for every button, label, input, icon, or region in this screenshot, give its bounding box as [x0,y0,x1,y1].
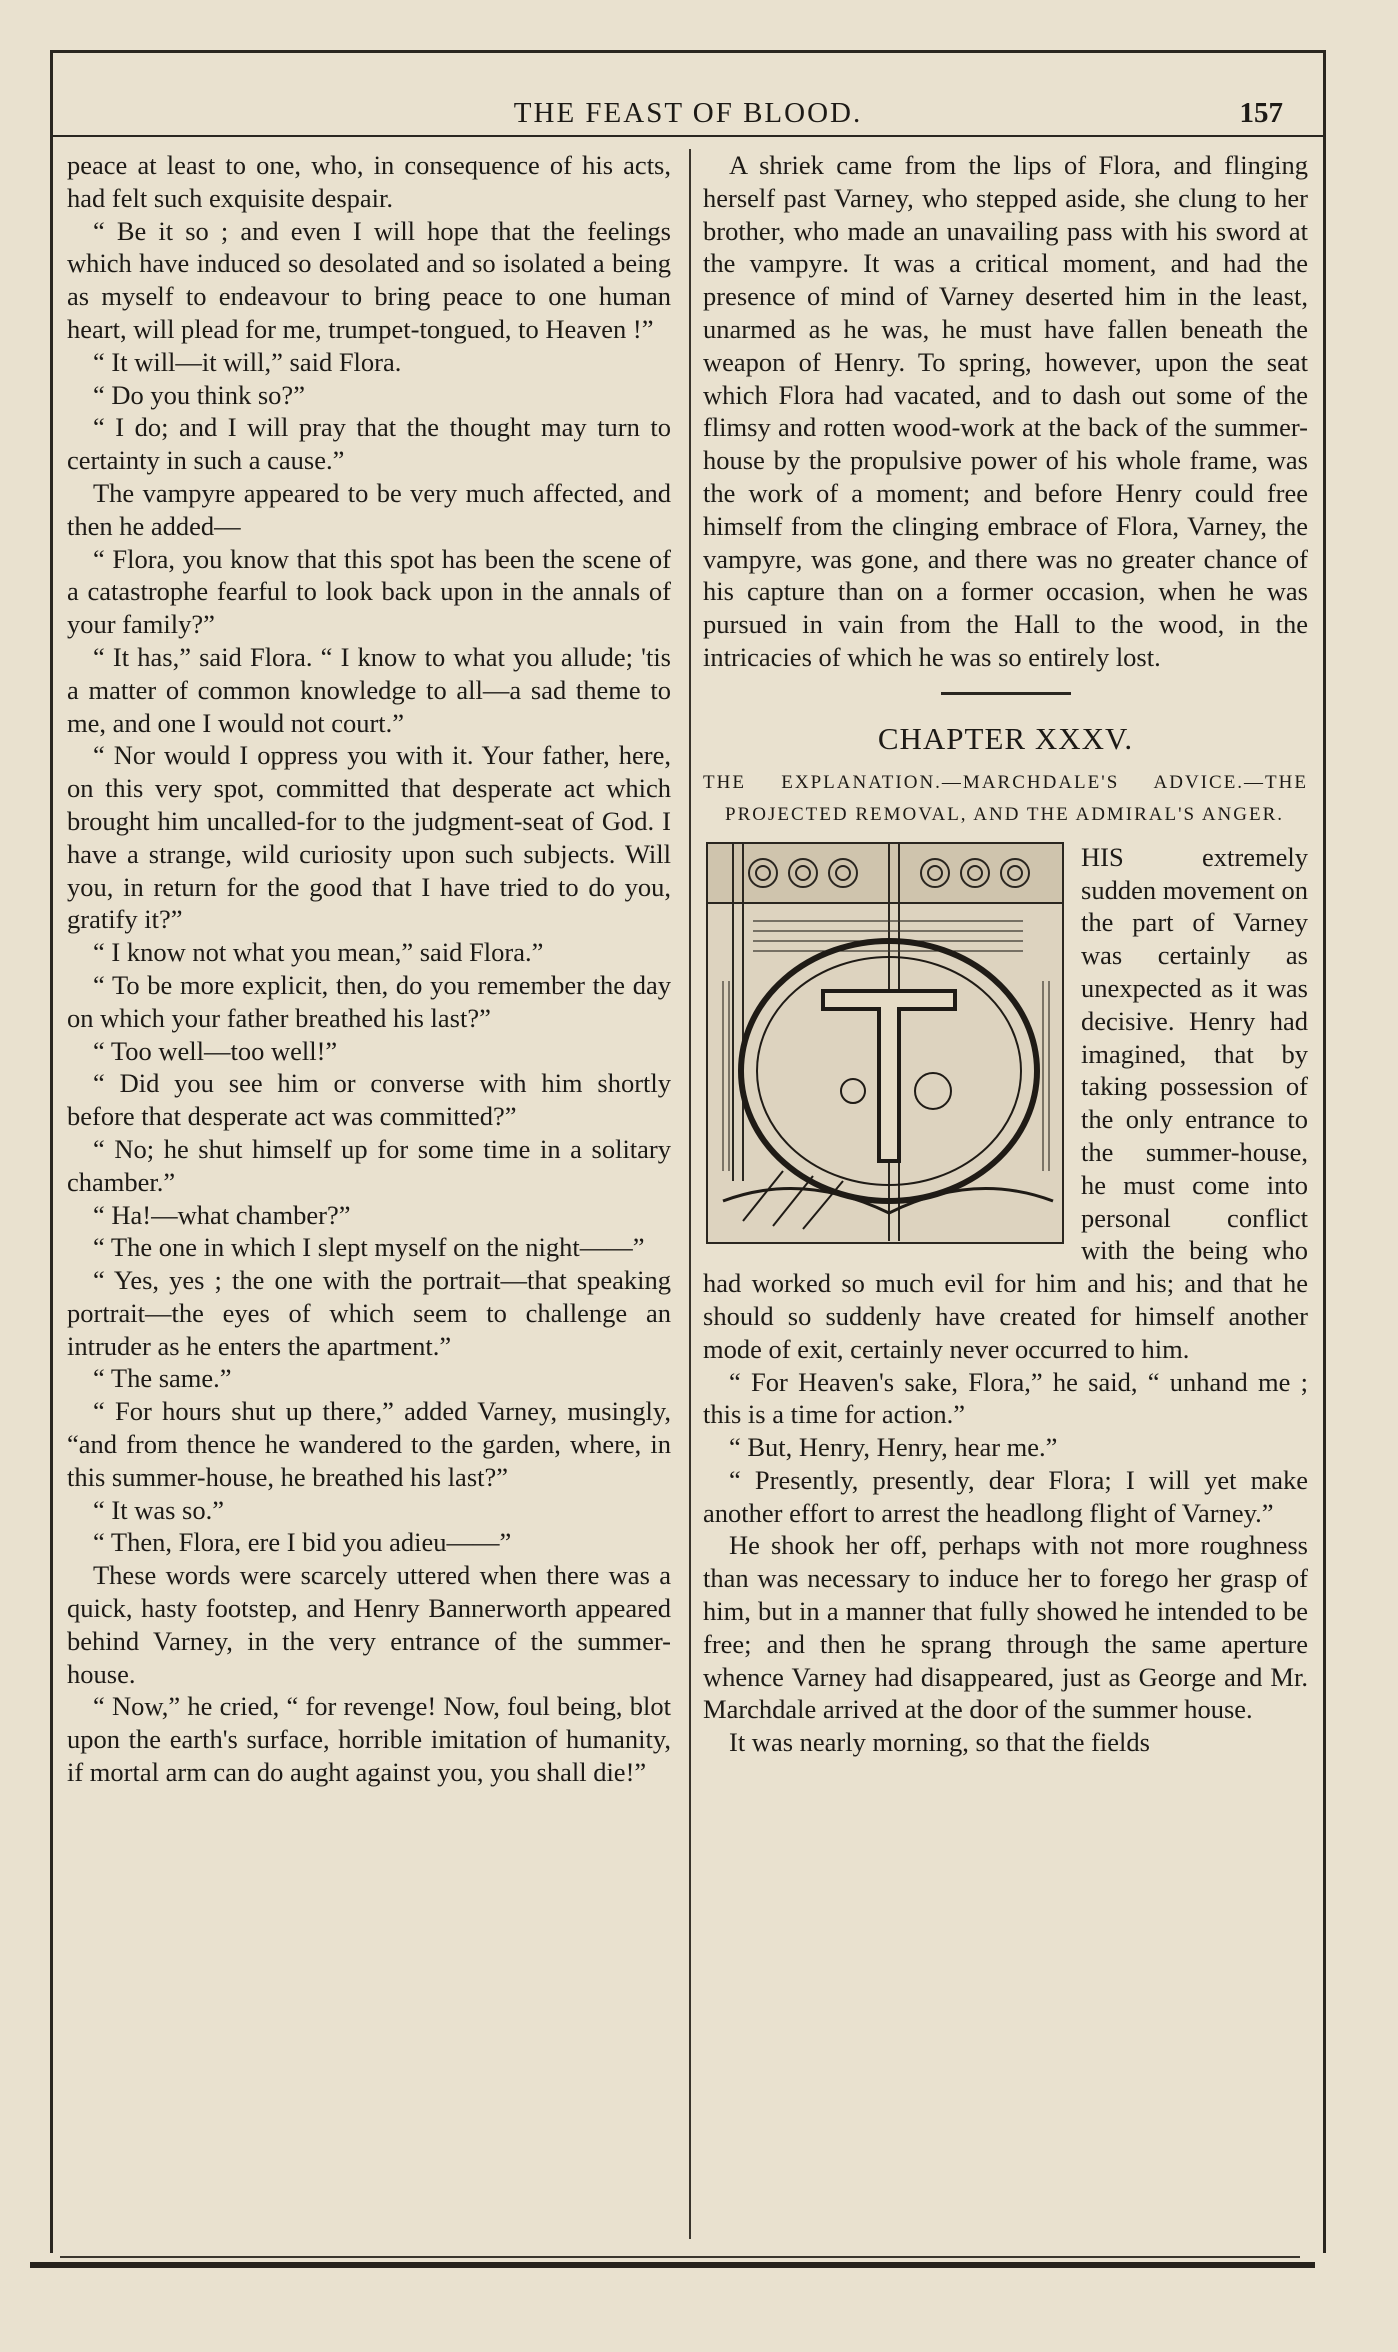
decorated-initial-icon [703,841,1071,1249]
right-column [703,149,1308,1759]
chapter-heading: CHAPTER XXXV. [877,720,1134,756]
paragraph: He shook her off, perhaps with not more roughness than was necessary to induce her to forego her grasp of him, but in a manner that fully showed he intended to be free; and then he sprang through the same aperture whence Varney had disappeared, just as George and Mr. Marchdale arrived at the door of the summer house. [703,1530,1308,1725]
paragraph: “ Then, Flora, ere I bid you adieu——” [93,1527,512,1558]
paragraph: “ Flora, you know that this spot has been the scene of a catastrophe fearful to look back upon in the annals of your family?” [67,543,671,640]
page-title: THE FEAST OF BLOOD. [513,97,863,129]
paragraph: “ Be it so ; and even I will hope that the feelings which have induced so desolated and so isolated a being as myself to endeavour to bring peace to one human heart, will plead for me, trumpet-tongued, to Heaven !” [67,215,671,344]
paragraph: “ It has,” said Flora. “ I know to what you allude; 'tis a matter of common knowledge to all—a sad theme to me, and one I would not court.” [67,641,671,738]
column-divider [689,149,691,2239]
paragraph: peace at least to one, who, in consequence of his acts, had felt such exquisite despair. [67,150,671,213]
paragraph: “ To be more explicit, then, do you remember the day on which your father breathed his last?” [67,969,671,1033]
paragraph: A shriek came from the lips of Flora, and flinging herself past Varney, who stepped aside, she clung to her brother, who made an unavailing pass with his sword at the vampyre. It was a critical moment, and had the presence of mind of Varney deserted him in the least, unarmed as he was, he must have fallen beneath the weapon of Henry. To spring, however, upon the seat which Flora had vacated, and to dash out some of the flimsy and rotten wood-work at the back of the summer-house by the propulsive power of his whole frame, was the work of a moment; and before Henry could free himself from the clinging embrace of Flora, Varney, the vampyre, was gone, and there was no greater chance of his capture than on a former occasion, when he was pursued in vain from the Hall to the wood, in the intricacies of which he was so entirely lost. [703,150,1308,672]
paragraph: “ Now,” he cried, “ for revenge! Now, foul being, blot upon the earth's surface, horrible imitation of humanity, if mortal arm can do aught against you, you shall die!” [67,1691,671,1788]
paragraph: “ For hours shut up there,” added Varney, musingly, “and from thence he wandered to the garden, where, in this summer-house, he breathed his last?” [67,1396,671,1492]
paragraph: “ But, Henry, Henry, hear me.” [729,1432,1058,1463]
paragraph: “ Yes, yes ; the one with the portrait—that speaking portrait—the eyes of which seem to challenge an intruder as he enters the apartment.” [67,1265,671,1361]
paragraph: “ Did you see him or converse with him shortly before that desperate act was committed?” [67,1068,671,1132]
paragraph: It was nearly morning, so that the fields [729,1727,1150,1758]
paragraph: The vampyre appeared to be very much affected, and then he added— [67,477,671,541]
paragraph: These words were scarcely uttered when there was a quick, hasty footstep, and Henry Bannerworth appeared behind Varney, in the very entrance of the summer-house. [67,1560,671,1689]
decorated-initial [703,841,1071,1249]
paragraph: “ The same.” [93,1363,232,1394]
paragraph: “ It was so.” [93,1494,224,1525]
paragraph: “ Presently, presently, dear Flora; I will yet make another effort to arrest the headlong flight of Varney.” [703,1464,1308,1528]
paragraph: “ No; he shut himself up for some time in a solitary chamber.” [67,1133,671,1197]
paragraph: HIS extremely sudden movement on the part of Varney was certainly as unexpected as it was decisive. Henry had imagined, that by taking possession of the only entrance to the summer-house, he must come into personal conflict with the being who had worked so much evil for him and his; and that he should so suddenly have created for himself another mode of exit, certainly never occurred to him. [703,841,1308,1364]
left-column [67,149,671,1789]
paragraph: “ Ha!—what chamber?” [93,1199,351,1230]
book-page [50,50,1326,2253]
page-number: 157 [1239,97,1283,129]
paragraph: “ It will—it will,” said Flora. [93,346,402,377]
paragraph: “ For Heaven's sake, Flora,” he said, “ unhand me ; this is a time for action.” [703,1366,1308,1430]
paragraph: “ I know not what you mean,” said Flora.” [93,937,544,968]
paragraph: “ Do you think so?” [93,379,305,410]
paragraph: “ Too well—too well!” [93,1035,338,1066]
frame-rule [60,2256,1300,2258]
paragraph: “ I do; and I will pray that the thought may turn to certainty in such a cause.” [67,412,671,476]
paragraph: “ The one in which I slept myself on the night——” [93,1232,645,1263]
section-rule [941,692,1071,695]
frame-rule [30,2262,1315,2268]
chapter-subtitle: THE EXPLANATION.—MARCHDALE'S ADVICE.—THE PROJECTED REMOVAL, AND THE ADMIRAL'S ANGER. [703,771,1308,825]
running-head [53,89,1323,137]
paragraph: “ Nor would I oppress you with it. Your father, here, on this very spot, committed that desperate act which brought him uncalled-for to the judgment-seat of God. I have a strange, wild curiosity upon such subjects. Will you, in return for the good that I have tried to do you, gratify it?” [67,740,671,935]
